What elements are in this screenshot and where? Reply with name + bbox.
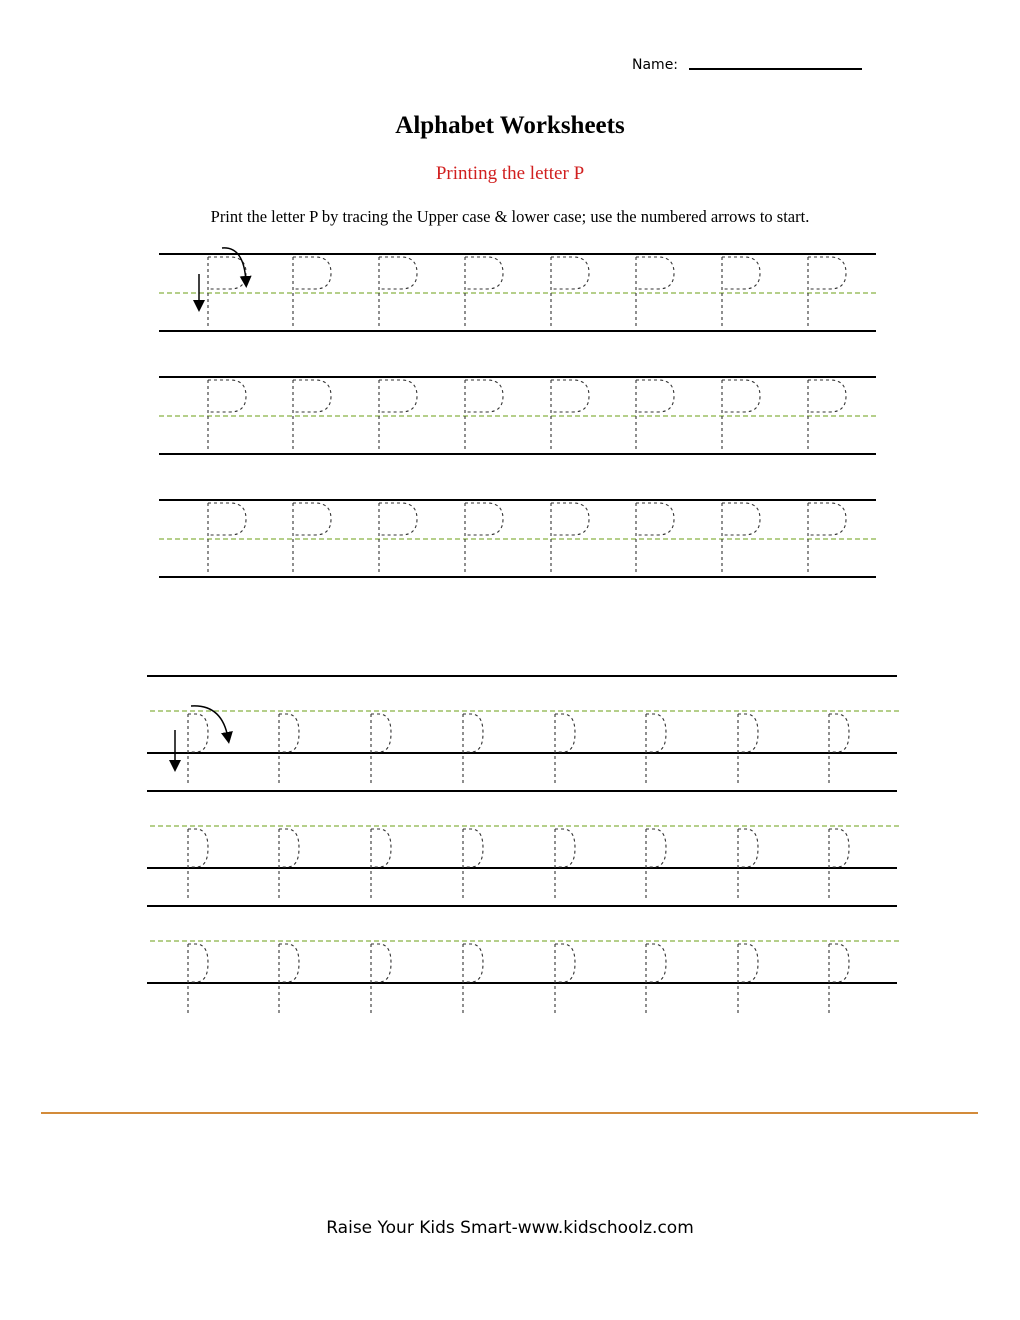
traceable-lowercase-p [646, 829, 666, 899]
page-subtitle: Printing the letter P [435, 163, 585, 184]
uppercase-row [159, 377, 876, 454]
traceable-lowercase-p [646, 944, 666, 1014]
traceable-lowercase-p [279, 714, 299, 784]
traceable-lowercase-p [738, 944, 758, 1014]
traceable-lowercase-p [738, 829, 758, 899]
traceable-lowercase-p [188, 829, 208, 899]
name-label: Name: [632, 57, 679, 73]
traceable-lowercase-p [829, 829, 849, 899]
traceable-lowercase-p [555, 829, 575, 899]
traceable-lowercase-p [463, 944, 483, 1014]
uppercase-row [159, 248, 876, 331]
page-title: Alphabet Worksheets [395, 112, 625, 139]
traceable-lowercase-p [371, 944, 391, 1014]
traceable-lowercase-p [646, 714, 666, 784]
traceable-lowercase-p [371, 714, 391, 784]
uppercase-row [159, 500, 876, 577]
footer-divider [41, 1112, 978, 1114]
traceable-lowercase-p [188, 944, 208, 1014]
traceable-lowercase-p [279, 829, 299, 899]
traceable-lowercase-p [463, 714, 483, 784]
instructions: Print the letter P by tracing the Upper case & lower case; use the numbered arrows to start. [210, 207, 810, 226]
lowercase-row [147, 906, 900, 1014]
traceable-lowercase-p [279, 944, 299, 1014]
lowercase-row [147, 676, 900, 784]
traceable-lowercase-p [829, 944, 849, 1014]
lowercase-row [147, 791, 900, 899]
footer-text: Raise Your Kids Smart-www.kidschoolz.com [326, 1218, 694, 1238]
lowercase-practice-section [147, 676, 900, 1014]
traceable-lowercase-p [738, 714, 758, 784]
traceable-lowercase-p [555, 714, 575, 784]
traceable-lowercase-p [555, 944, 575, 1014]
uppercase-practice-section [159, 248, 876, 577]
traceable-lowercase-p [371, 829, 391, 899]
traceable-lowercase-p [188, 714, 208, 784]
traceable-lowercase-p [463, 829, 483, 899]
traceable-lowercase-p [829, 714, 849, 784]
